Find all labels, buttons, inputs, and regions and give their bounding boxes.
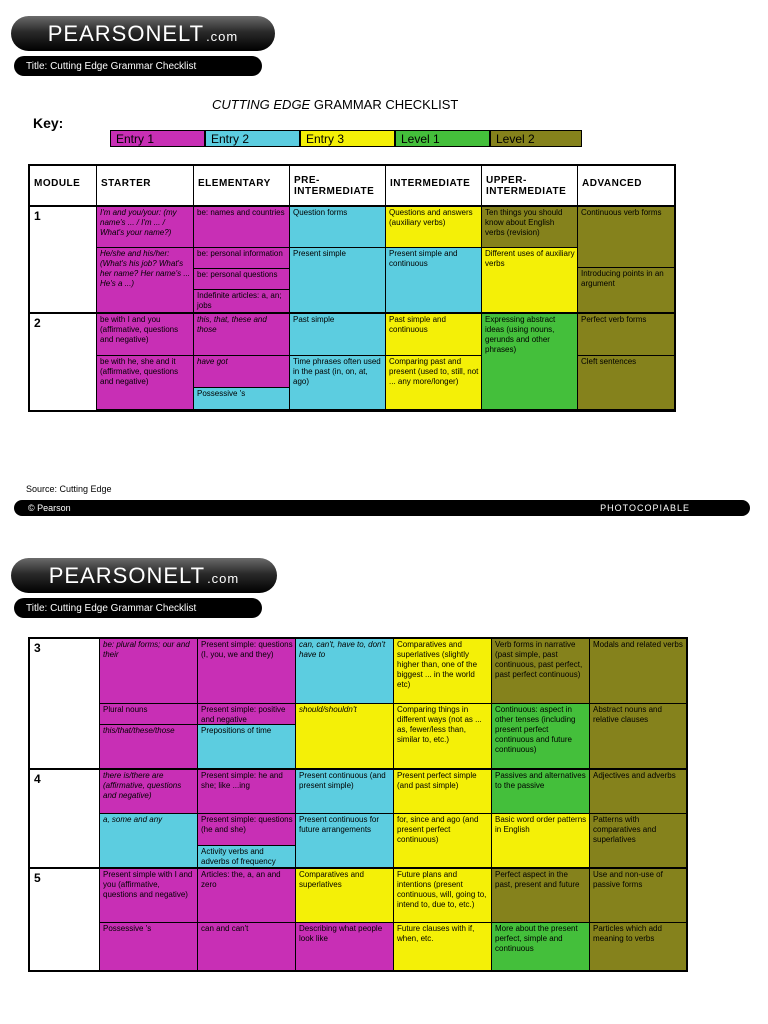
cell: be: names and countries bbox=[194, 207, 290, 248]
key-entry-2: Entry 2 bbox=[205, 130, 300, 147]
module-number: 3 bbox=[30, 639, 100, 769]
cell: Modals and related verbs bbox=[590, 639, 686, 704]
header-upper-intermediate: UPPER- INTERMEDIATE bbox=[482, 166, 578, 206]
cell: be: personal information bbox=[194, 248, 290, 269]
cell: Passives and alternatives to the passive bbox=[492, 770, 590, 814]
module-number: 4 bbox=[30, 770, 100, 868]
cell: Time phrases often used in the past (in, on, at, ago) bbox=[290, 356, 386, 410]
header-advanced: ADVANCED bbox=[582, 178, 642, 189]
cell: can, can't, have to, don't have to bbox=[296, 639, 394, 704]
page-title bbox=[212, 97, 512, 112]
page-title-italic: CUTTING EDGE bbox=[212, 97, 311, 112]
cell: a, some and any bbox=[100, 814, 198, 868]
header-elementary: ELEMENTARY bbox=[194, 166, 290, 206]
header-starter: STARTER bbox=[97, 166, 194, 206]
cell: this/that/these/those bbox=[100, 725, 198, 769]
cell: Present simple and continuous bbox=[386, 248, 482, 313]
cell: Comparatives and superlatives (slightly higher than, one of the biggest ... in the world etc) bbox=[394, 639, 492, 704]
cell: Past simple and continuous bbox=[386, 314, 482, 356]
cell: Comparatives and superlatives bbox=[296, 869, 394, 923]
cell: Articles: the, a, an and zero bbox=[198, 869, 296, 923]
cell: should/shouldn't bbox=[296, 704, 394, 769]
page-title-rest: GRAMMAR CHECKLIST bbox=[310, 97, 459, 112]
cell: can and can't bbox=[198, 923, 296, 970]
cell: for, since and ago (and present perfect continuous) bbox=[394, 814, 492, 868]
cell: Perfect verb forms bbox=[578, 314, 674, 356]
cell: Activity verbs and adverbs of frequency bbox=[198, 846, 296, 868]
key-label: Key: bbox=[33, 115, 64, 131]
cell: Question forms bbox=[290, 207, 386, 248]
cell: Continuous: aspect in other tenses (including present perfect continuous and future continuous) bbox=[492, 704, 590, 769]
cell: there is/there are (affirmative, questions and negative) bbox=[100, 770, 198, 814]
module-number: 1 bbox=[30, 207, 97, 313]
cell: Comparing things in different ways (not as ... as, fewer/less than, similar to, etc.) bbox=[394, 704, 492, 769]
key-level-1: Level 1 bbox=[395, 130, 490, 147]
cell: Verb forms in narrative (past simple, past continuous, past perfect, past perfect continuous) bbox=[492, 639, 590, 704]
cell: Different uses of auxiliary verbs bbox=[482, 248, 578, 313]
cell: Cleft sentences bbox=[578, 356, 674, 410]
cell: Present simple: he and she; like ...ing bbox=[198, 770, 296, 814]
header-pre-intermediate: PRE- INTERMEDIATE bbox=[290, 166, 386, 206]
pearson-logo bbox=[11, 558, 277, 593]
cell: Present simple: questions (he and she) bbox=[198, 814, 296, 846]
cell: be with he, she and it (affirmative, questions and negative) bbox=[97, 356, 194, 410]
cell: Perfect aspect in the past, present and future bbox=[492, 869, 590, 923]
cell: Comparing past and present (used to, still, not ... any more/longer) bbox=[386, 356, 482, 410]
cell: Prepositions of time bbox=[198, 725, 296, 769]
cell: Possessive 's bbox=[194, 388, 290, 410]
footer-bar bbox=[14, 500, 750, 516]
photocopiable-label: PHOTOCOPIABLE bbox=[600, 503, 690, 513]
cell: Present simple with I and you (affirmative, questions and negative) bbox=[100, 869, 198, 923]
cell: Present perfect simple (and past simple) bbox=[394, 770, 492, 814]
cell: Indefinite articles: a, an; jobs bbox=[194, 290, 290, 313]
pearson-logo bbox=[11, 16, 275, 51]
cell: Ten things you should know about English verbs (revision) bbox=[482, 207, 578, 248]
cell: Particles which add meaning to verbs bbox=[590, 923, 686, 970]
cell: Basic word order patterns in English bbox=[492, 814, 590, 868]
cell: Describing what people look like bbox=[296, 923, 394, 970]
key-entry-1: Entry 1 bbox=[110, 130, 205, 147]
module-number: 2 bbox=[30, 314, 97, 410]
cell: Questions and answers (auxiliary verbs) bbox=[386, 207, 482, 248]
cell: Continuous verb forms bbox=[578, 207, 674, 268]
brand-suffix: .com bbox=[206, 29, 239, 44]
cell: Present continuous for future arrangements bbox=[296, 814, 394, 868]
cell: Adjectives and adverbs bbox=[590, 770, 686, 814]
header-module: MODULE bbox=[30, 166, 97, 206]
brand-name: PEARSONELT bbox=[48, 562, 206, 588]
cell: Present simple: questions (I, you, we and they) bbox=[198, 639, 296, 704]
cell: I'm and you/your: (my name's ... / I'm ... / What's your name?) bbox=[97, 207, 194, 248]
cell: Plural nouns bbox=[100, 704, 198, 725]
brand-suffix: .com bbox=[207, 571, 240, 586]
cell: Future plans and intentions (present continuous, will, going to, intend to, due to, etc.) bbox=[394, 869, 492, 923]
cell: Abstract nouns and relative clauses bbox=[590, 704, 686, 769]
copyright: © Pearson bbox=[28, 503, 71, 513]
brand-name: PEARSONELT bbox=[47, 20, 205, 46]
cell: Introducing points in an argument bbox=[578, 268, 674, 313]
cell: Use and non-use of passive forms bbox=[590, 869, 686, 923]
cell: Present simple: positive and negative bbox=[198, 704, 296, 725]
module-number: 5 bbox=[30, 869, 100, 970]
cell: He/she and his/her: (What's his job? What's her name? Her name's ... He's a ...) bbox=[97, 248, 194, 313]
cell: Future clauses with if, when, etc. bbox=[394, 923, 492, 970]
cell: Patterns with comparatives and superlatives bbox=[590, 814, 686, 868]
cell: Expressing abstract ideas (using nouns, gerunds and other phrases) bbox=[482, 314, 578, 410]
cell: Past simple bbox=[290, 314, 386, 356]
title-bar: Title: Cutting Edge Grammar Checklist bbox=[14, 56, 262, 76]
source-note: Source: Cutting Edge bbox=[26, 484, 112, 494]
cell: be with I and you (affirmative, questions and negative) bbox=[97, 314, 194, 356]
header-intermediate: INTERMEDIATE bbox=[386, 166, 482, 206]
cell: Present continuous (and present simple) bbox=[296, 770, 394, 814]
title-bar: Title: Cutting Edge Grammar Checklist bbox=[14, 598, 262, 618]
cell: have got bbox=[194, 356, 290, 388]
key-entry-3: Entry 3 bbox=[300, 130, 395, 147]
cell: be: personal questions bbox=[194, 269, 290, 290]
cell: More about the present perfect, simple and continuous bbox=[492, 923, 590, 970]
cell: be: plural forms; our and their bbox=[100, 639, 198, 704]
key-level-2: Level 2 bbox=[490, 130, 582, 147]
cell: Possessive 's bbox=[100, 923, 198, 970]
cell: this, that, these and those bbox=[194, 314, 290, 356]
cell: Present simple bbox=[290, 248, 386, 313]
